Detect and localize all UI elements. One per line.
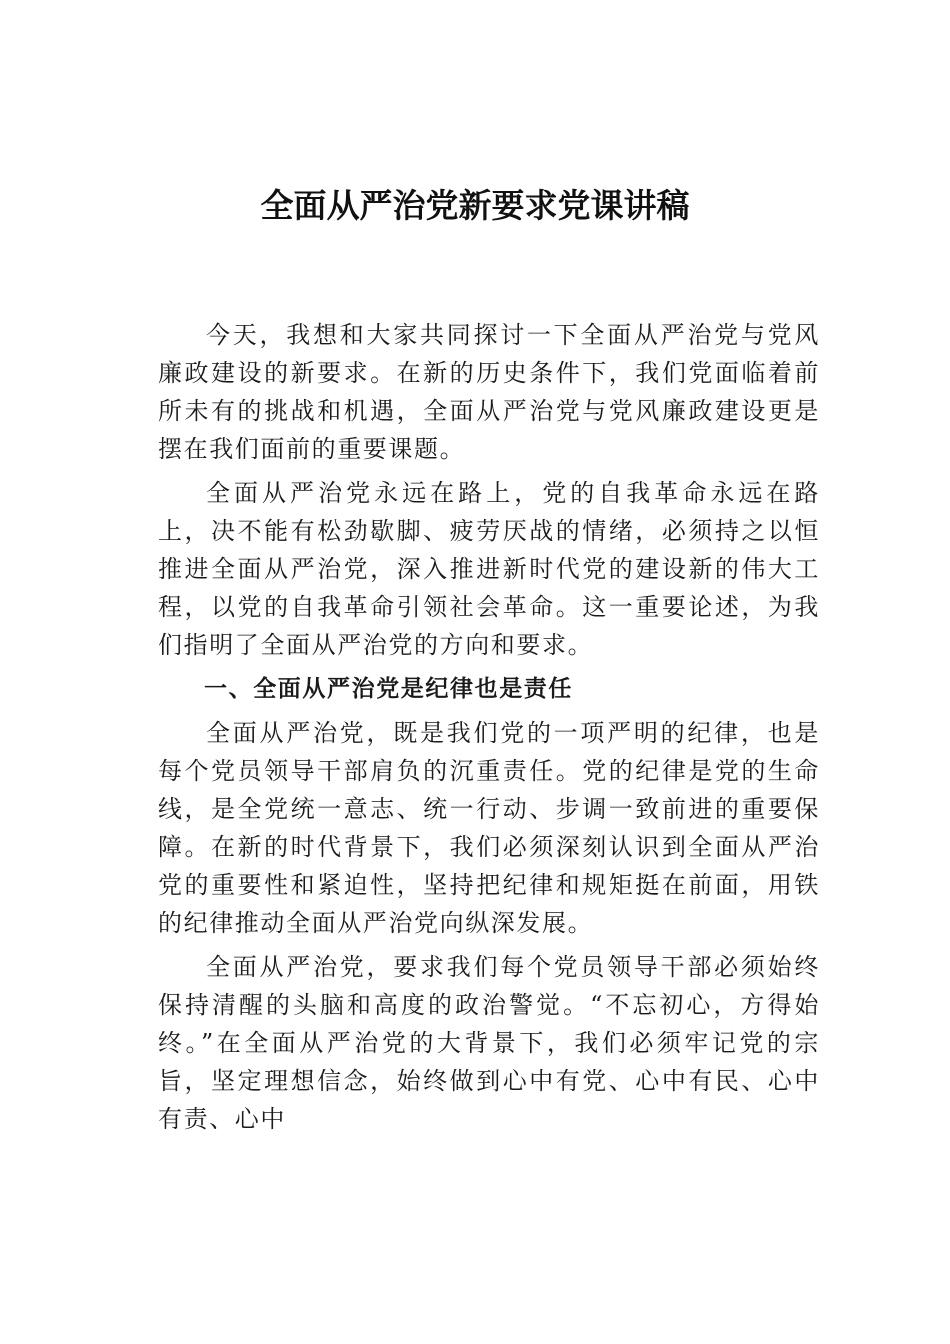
paragraph-quote: 全面从严治党永远在路上，党的自我革命永远在路上，决不能有松劲歇脚、疲劳厌战的情绪，必须持之以恒推进全面从严治党，深入推进新时代党的建设新的伟大工程，以党的自我革命引领社会革命。这一重要论述，为我们指明了全面从严治党的方向和要求。 bbox=[158, 479, 820, 659]
document-title: 全面从严治党新要求党课讲稿 bbox=[260, 186, 690, 225]
section-heading: 一、全面从严治党是纪律也是责任 bbox=[204, 676, 573, 702]
paragraph-discipline: 全面从严治党，既是我们党的一项严明的纪律，也是每个党员领导干部肩负的沉重责任。党的纪律是党的生命线，是全党统一意志、统一行动、步调一致前进的重要保障。在新的时代背景下，我们必须深刻认识到全面从严治党的重要性和紧迫性，坚持把纪律和规矩挺在前面，用铁的纪律推动全面从严治党向纵深发展。 bbox=[158, 719, 820, 937]
paragraph-intro: 今天，我想和大家共同探讨一下全面从严治党与党风廉政建设的新要求。在新的历史条件下，我们党面临着前所未有的挑战和机遇，全面从严治党与党风廉政建设更是摆在我们面前的重要课题。 bbox=[158, 321, 820, 463]
document-body bbox=[158, 316, 820, 1138]
paragraph-vigilance: 全面从严治党，要求我们每个党员领导干部必须始终保持清醒的头脑和高度的政治警觉。“不忘初心，方得始终。”在全面从严治党的大背景下，我们必须牢记党的宗旨，坚定理想信念，始终做到心中有党、心中有民、心中有责、心中 bbox=[158, 953, 820, 1133]
